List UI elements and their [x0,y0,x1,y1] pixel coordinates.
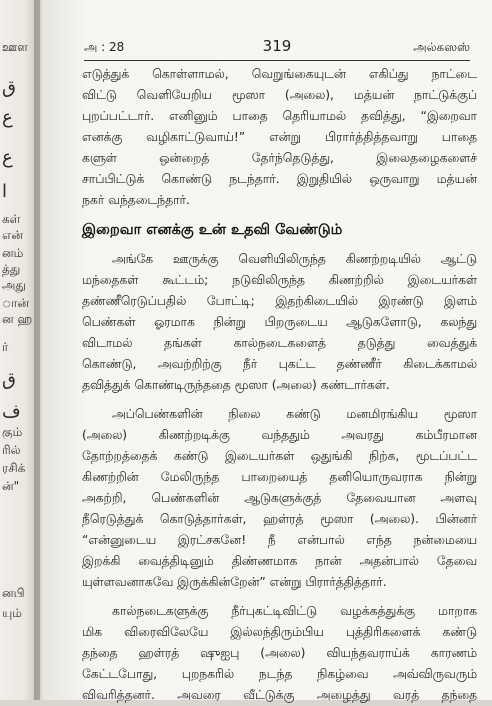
text-line: கொண்டு, அவற்றிற்கு நீர் புகட்ட தண்ணீர் கிடைக்காமல் [82,357,477,371]
text-line: கிணற்றின் மேலிருந்த பாறையைத் தனியொருவராக நின்று [82,470,477,484]
left-margin-line: னபி [2,586,25,600]
text-line: புறப்பட்டார். எனினும் பாதை தெரியாமல் தவித்து, “இறைவா [82,109,477,123]
left-margin-line: ான் [2,296,30,310]
left-margin-line: ق [2,369,16,390]
text-line: நகர் வந்தடைந்தார். [82,193,190,207]
text-line: தண்ணீரெடுப்பதில் போட்டி; இதற்கிடையில் இரண்டு இளம் [82,294,477,308]
left-margin-line: ரில் [2,443,21,457]
text-line: விட்டு வெளியேறிய மூஸா (அலை), மத்யன் நாட்டுக்குப் [82,88,477,102]
text-line: கேட்டபோது, புறநகரில் நடந்த நிகழ்வை அவ்விருவரும் [82,667,477,681]
left-margin-line: ا [2,181,8,202]
left-margin-line: த்து [2,262,21,276]
text-line: நீரெடுத்துக் கொடுத்தார்கள், ஹள்ரத் மூஸா (அலை). பின்னர் [82,512,477,526]
paragraph-3 [82,404,477,593]
text-line: அப்பெண்களின் நிலை கண்டு மனமிரங்கிய மூஸா [112,407,477,421]
text-line: யுள்ளவனாகவே இருக்கின்றேன்” என்று பிரார்த்தித்தார். [82,575,387,589]
left-margin-line: னம் [2,246,24,260]
left-margin-line: ف [2,401,21,422]
paragraph-4 [82,601,477,706]
left-margin-line: கும் [2,425,23,439]
text-line: எடுத்துக் கொள்ளாமல், வெறுங்கையுடன் எகிப்து நாட்டை [82,67,477,81]
running-head [84,38,470,61]
left-margin-line: யும் [2,606,22,620]
paragraph-2 [82,249,477,396]
left-margin-line: ع [2,147,13,168]
book-page [42,0,492,700]
left-margin-line: கள் [2,212,21,226]
left-margin-line: ரசிக் [2,461,26,475]
text-line: விவரித்தனர். அவரை வீட்டுக்கு அழைத்து வரத் தந்தை [82,688,477,702]
chapter-verse-ref: அ : 28 [84,40,125,54]
left-margin-line: ன ஹ [2,312,33,326]
text-line: விடாமல் தங்கள் கால்நடைகளைத் தடுத்து வைத்துக் [82,336,477,350]
left-margin-line: ர் [2,340,9,354]
paragraph-1 [82,64,477,211]
text-line: பெண்கள் ஓரமாக நின்று பிறருடைய ஆடுகளோடு, கலந்து [82,315,477,329]
left-page-edge [0,0,40,700]
text-line: எனக்கு வழிகாட்டுவாய்!” என்று பிரார்த்தித்தவாறு பாதை [82,130,477,144]
left-margin-line: அது [2,278,26,292]
text-line: மந்தைகள் கூட்டம்; நடுவிலிருந்த கிணற்றில் இடையர்கள் [82,273,477,287]
text-line: (அலை) கிணற்றடிக்கு வந்ததும் அவரது கம்பீரமான [82,428,477,442]
text-line: கால்நடைகளுக்கு நீர்புகட்டிவிட்டு வழக்கத்துக்கு மாறாக [112,604,477,618]
left-margin-line: ஊள [2,40,28,54]
page-number: 319 [262,37,292,55]
left-margin-line: என் [2,228,23,242]
text-line: அகற்றி, பெண்களின் ஆடுகளுக்குத் தேவையான அளவு [82,491,477,505]
left-margin-line: ق [2,77,16,98]
text-line: தோற்றத்தைக் கண்டு இடையர்கள் ஒதுங்கி நிற்க, மூடப்பட்ட [82,449,477,463]
text-line: தவித்துக் கொண்டிருந்ததை மூஸா (அலை) கண்டார்கள். [82,378,390,392]
text-line: “என்னுடைய இரட்சகனே! நீ என்பால் எந்த நன்மையை [82,533,477,547]
text-line: இறக்கி வைத்திடினும் திண்ணமாக நான் அதன்பால் தேவை [82,554,477,568]
left-margin-line: ன்" [2,479,20,493]
text-line: அங்கே ஊருக்கு வெளியிலிருந்த கிணற்றடியில் ஆட்டு [112,252,477,266]
left-margin-line: ع [2,107,13,128]
section-heading: இறைவா எனக்கு உன் உதவி வேண்டும் [82,222,343,238]
text-line: சாப்பிட்டுக் கொண்டு நடந்தார். இறுதியில் ஒருவாறு மத்யன் [82,172,477,186]
body-text [82,64,477,706]
book-gutter-shadow [34,0,40,700]
text-line: தந்தை ஹள்ரத் ஷுஐபு (அலை) வியந்தவராய்க் காரணம் [82,646,477,660]
text-line: மிக விரைவிலேயே இல்லந்திரும்பிய புத்திரிகளைக் கண்டு [82,625,477,639]
text-line: களுள் ஒன்றைத் தேர்ந்தெடுத்து, இலைதழைகளைச் [82,151,477,165]
surah-title: அல்கஸஸ் [413,40,470,54]
